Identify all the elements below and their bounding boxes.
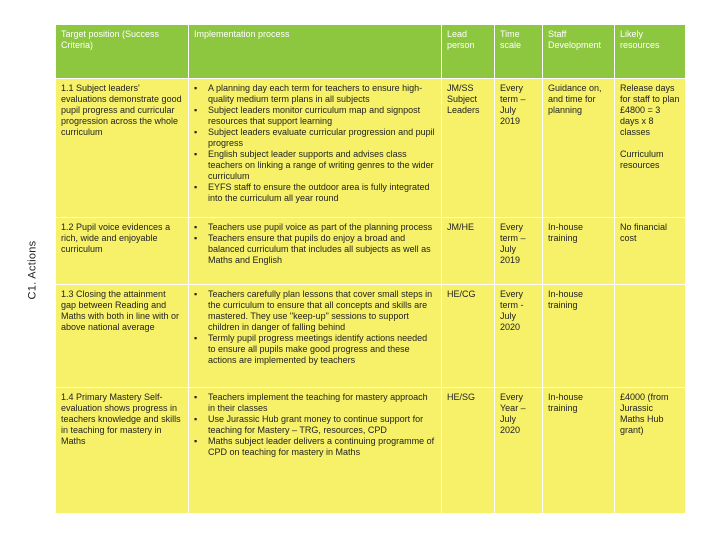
time-cell: Every term - July 2020 (495, 285, 543, 388)
header-staff-development: Staff Development (543, 25, 615, 79)
header-lead-person: Lead person (442, 25, 495, 79)
process-item: ▪ Subject leaders evaluate curricular progression and pupil progress (194, 127, 436, 149)
lead-cell: JM/SS Subject Leaders (442, 79, 495, 218)
header-likely-resources: Likely resources (615, 25, 686, 79)
staff-cell: In-house training (543, 285, 615, 388)
table-header-row (56, 25, 686, 79)
lead-cell: JM/HE (442, 218, 495, 285)
resources-cell (615, 285, 686, 388)
staff-cell: In-house training (543, 388, 615, 514)
process-item: ▪ A planning day each term for teachers to ensure high-quality medium term plans in all subjects (194, 83, 436, 105)
process-list (194, 289, 436, 366)
table-row (56, 388, 686, 514)
time-cell: Every Year – July 2020 (495, 388, 543, 514)
section-side-label (16, 24, 48, 516)
time-cell: Every term – July 2019 (495, 79, 543, 218)
target-cell: 1.2 Pupil voice evidences a rich, wide and enjoyable curriculum (56, 218, 189, 285)
resources-cell: No financial cost (615, 218, 686, 285)
resources-text: Release days for staff to plan £4800 = 3 days x 8 classes (620, 83, 680, 137)
staff-cell: In-house training (543, 218, 615, 285)
action-plan-table (55, 24, 686, 514)
process-item: ▪ Teachers use pupil voice as part of the planning process (194, 222, 436, 233)
table-row (56, 218, 686, 285)
process-item: ▪ English subject leader supports and advises class teachers on linking a range of writing genres to the wider curriculum (194, 149, 436, 182)
process-item: ▪ Termly pupil progress meetings identify actions needed to ensure all pupils make good progress and these actions are implemented by teachers (194, 333, 436, 366)
staff-cell: Guidance on, and time for planning (543, 79, 615, 218)
resources-extra-text: Curriculum resources (620, 149, 664, 170)
process-item: ▪ Subject leaders monitor curriculum map and signpost resources that support learning (194, 105, 436, 127)
process-list (194, 392, 436, 458)
time-cell: Every term – July 2019 (495, 218, 543, 285)
header-target-position: Target position (Success Criteria) (56, 25, 189, 79)
lead-cell: HE/CG (442, 285, 495, 388)
section-side-label-text: C1. Actions (26, 240, 39, 300)
process-item: ▪ EYFS staff to ensure the outdoor area is fully integrated into the curriculum all year round (194, 182, 436, 204)
header-implementation-process: Implementation process (189, 25, 442, 79)
process-list (194, 222, 436, 266)
process-item: ▪ Teachers ensure that pupils do enjoy a broad and balanced curriculum that includes all subjects as well as Maths and English (194, 233, 436, 266)
resources-cell: £4000 (from Jurassic Maths Hub grant) (615, 388, 686, 514)
table-row (56, 79, 686, 218)
process-item: ▪ Use Jurassic Hub grant money to continue support for teaching for Mastery – TRG, resources, CPD (194, 414, 436, 436)
process-item: ▪ Maths subject leader delivers a continuing programme of CPD on teaching for mastery in Maths (194, 436, 436, 458)
process-item: ▪ Teachers carefully plan lessons that cover small steps in the curriculum to ensure that all concepts and skills are mastered. They use "keep-up" sessions to support children in danger of falling behind (194, 289, 436, 333)
process-cell (189, 79, 442, 218)
target-cell: 1.1 Subject leaders' evaluations demonstrate good pupil progress and curricular progression across the whole curriculum (56, 79, 189, 218)
lead-cell: HE/SG (442, 388, 495, 514)
target-cell: 1.4 Primary Mastery Self-evaluation shows progress in teachers knowledge and skills in teaching for mastery in Maths (56, 388, 189, 514)
process-list (194, 83, 436, 204)
resources-cell (615, 79, 686, 218)
process-item: ▪ Teachers implement the teaching for mastery approach in their classes (194, 392, 436, 414)
process-cell (189, 218, 442, 285)
process-cell (189, 285, 442, 388)
table-row (56, 285, 686, 388)
process-cell (189, 388, 442, 514)
header-time-scale: Time scale (495, 25, 543, 79)
target-cell: 1.3 Closing the attainment gap between Reading and Maths with both in line with or above national average (56, 285, 189, 388)
